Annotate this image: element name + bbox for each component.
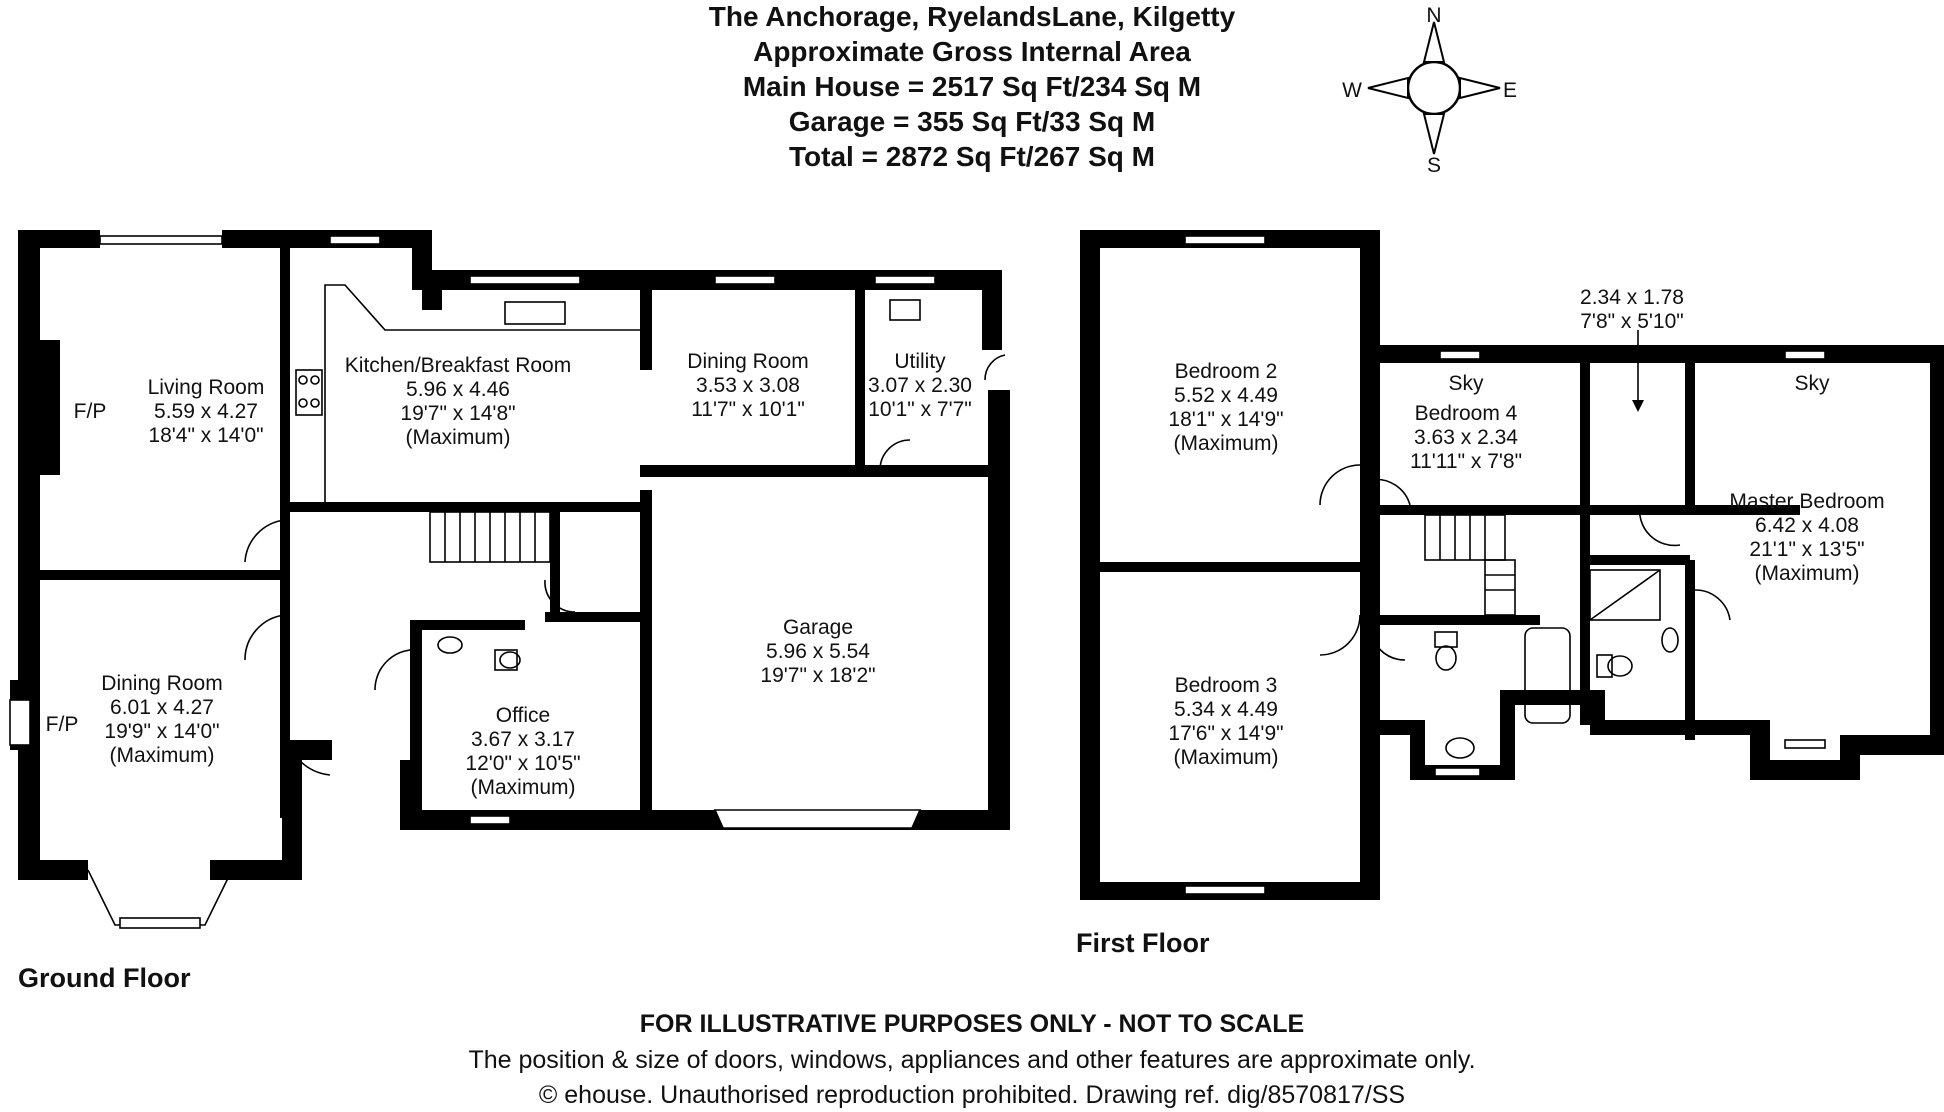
svg-text:19'9" x 14'0": 19'9" x 14'0"	[104, 720, 220, 743]
living-room-label	[74, 376, 265, 447]
copyright-text: © ehouse. Unauthorised reproduction prohibited. Drawing ref. dig/8570817/SS	[538, 1081, 1406, 1109]
svg-text:3.53 x 3.08: 3.53 x 3.08	[696, 374, 800, 397]
bedroom-4-label	[1410, 372, 1522, 473]
garage-area: Garage = 355 Sq Ft/33 Sq M	[788, 106, 1156, 137]
stairs-icon	[430, 512, 550, 562]
svg-text:Dining Room: Dining Room	[101, 672, 223, 695]
svg-text:6.01 x 4.27: 6.01 x 4.27	[110, 696, 214, 719]
svg-text:Utility: Utility	[894, 350, 946, 373]
svg-text:3.67 x 3.17: 3.67 x 3.17	[471, 728, 575, 751]
svg-text:19'7" x 18'2": 19'7" x 18'2"	[760, 664, 876, 687]
garage-label	[760, 616, 875, 687]
svg-text:12'0" x 10'5": 12'0" x 10'5"	[465, 752, 581, 775]
svg-text:Master Bedroom: Master Bedroom	[1729, 490, 1885, 513]
svg-text:F/P: F/P	[45, 713, 79, 736]
svg-text:21'1" x 13'5": 21'1" x 13'5"	[1749, 538, 1865, 561]
compass-east-label: E	[1502, 79, 1518, 102]
svg-text:5.59 x 4.27: 5.59 x 4.27	[154, 400, 258, 423]
office-label	[465, 704, 580, 799]
svg-text:Office: Office	[495, 704, 551, 727]
svg-text:18'1" x 14'9": 18'1" x 14'9"	[1168, 408, 1284, 431]
ground-floor-plan	[10, 230, 1010, 928]
svg-text:Garage: Garage	[782, 616, 854, 639]
disclaimer-heading: FOR ILLUSTRATIVE PURPOSES ONLY - NOT TO SCALE	[639, 1010, 1305, 1038]
total-area: Total = 2872 Sq Ft/267 Sq M	[789, 141, 1155, 172]
utility-label	[868, 350, 972, 421]
kitchen-breakfast-room-label	[345, 354, 571, 449]
compass-south-label: S	[1426, 154, 1442, 177]
bedroom-3-label	[1168, 674, 1283, 769]
compass-north-label: N	[1426, 4, 1442, 27]
svg-text:17'6" x 14'9": 17'6" x 14'9"	[1168, 722, 1284, 745]
svg-text:5.34 x 4.49: 5.34 x 4.49	[1174, 698, 1278, 721]
svg-text:10'1" x 7'7": 10'1" x 7'7"	[868, 398, 972, 421]
svg-text:(Maximum): (Maximum)	[1754, 562, 1860, 585]
bedroom-2-label	[1168, 360, 1283, 455]
svg-text:(Maximum): (Maximum)	[470, 776, 576, 799]
svg-text:5.52 x 4.49: 5.52 x 4.49	[1174, 384, 1278, 407]
plan-title: The Anchorage, RyelandsLane, Kilgetty	[708, 1, 1236, 32]
svg-text:Sky: Sky	[1448, 372, 1484, 395]
svg-text:(Maximum): (Maximum)	[405, 426, 511, 449]
svg-text:18'4" x 14'0": 18'4" x 14'0"	[148, 424, 264, 447]
main-house-area: Main House = 2517 Sq Ft/234 Sq M	[742, 71, 1202, 102]
svg-text:Kitchen/Breakfast Room: Kitchen/Breakfast Room	[344, 354, 572, 377]
first-floor-stairs-icon	[1425, 515, 1515, 615]
svg-text:3.07 x 2.30: 3.07 x 2.30	[868, 374, 972, 397]
landing-dimension-label	[1580, 286, 1684, 333]
svg-text:Bedroom 3: Bedroom 3	[1174, 674, 1278, 697]
svg-text:3.63 x 2.34: 3.63 x 2.34	[1414, 426, 1518, 449]
sink-icon	[505, 302, 565, 324]
svg-text:(Maximum): (Maximum)	[1173, 746, 1279, 769]
svg-text:Sky: Sky	[1794, 372, 1830, 395]
ground-floor-label: Ground Floor	[18, 963, 191, 993]
svg-text:5.96 x 5.54: 5.96 x 5.54	[766, 640, 870, 663]
svg-text:6.42 x 4.08: 6.42 x 4.08	[1755, 514, 1859, 537]
first-floor-label: First Floor	[1076, 928, 1210, 958]
bath-icon	[1525, 628, 1570, 723]
svg-text:5.96 x 4.46: 5.96 x 4.46	[406, 378, 510, 401]
svg-text:(Maximum): (Maximum)	[1173, 432, 1279, 455]
svg-text:11'7" x 10'1": 11'7" x 10'1"	[691, 398, 805, 421]
svg-text:19'7" x 14'8": 19'7" x 14'8"	[400, 402, 516, 425]
utility-sink-icon	[890, 300, 920, 320]
svg-text:Dining Room: Dining Room	[687, 350, 809, 373]
svg-text:2.34 x 1.78: 2.34 x 1.78	[1580, 286, 1684, 309]
svg-text:Living Room: Living Room	[147, 376, 265, 399]
svg-text:7'8" x 5'10": 7'8" x 5'10"	[1580, 310, 1684, 333]
svg-text:Bedroom 4: Bedroom 4	[1414, 402, 1518, 425]
disclaimer-text: The position & size of doors, windows, appliances and other features are approximate only.	[468, 1046, 1476, 1074]
svg-text:(Maximum): (Maximum)	[109, 744, 215, 767]
compass-icon	[1342, 4, 1517, 177]
master-bedroom-label	[1729, 372, 1884, 585]
svg-text:11'11" x 7'8": 11'11" x 7'8"	[1409, 450, 1523, 473]
dining-room-2-label	[46, 672, 223, 767]
area-heading: Approximate Gross Internal Area	[753, 36, 1191, 67]
svg-text:Bedroom 2: Bedroom 2	[1174, 360, 1278, 383]
svg-text:F/P: F/P	[73, 400, 107, 423]
dining-room-label	[687, 350, 808, 421]
compass-west-label: W	[1342, 79, 1362, 102]
